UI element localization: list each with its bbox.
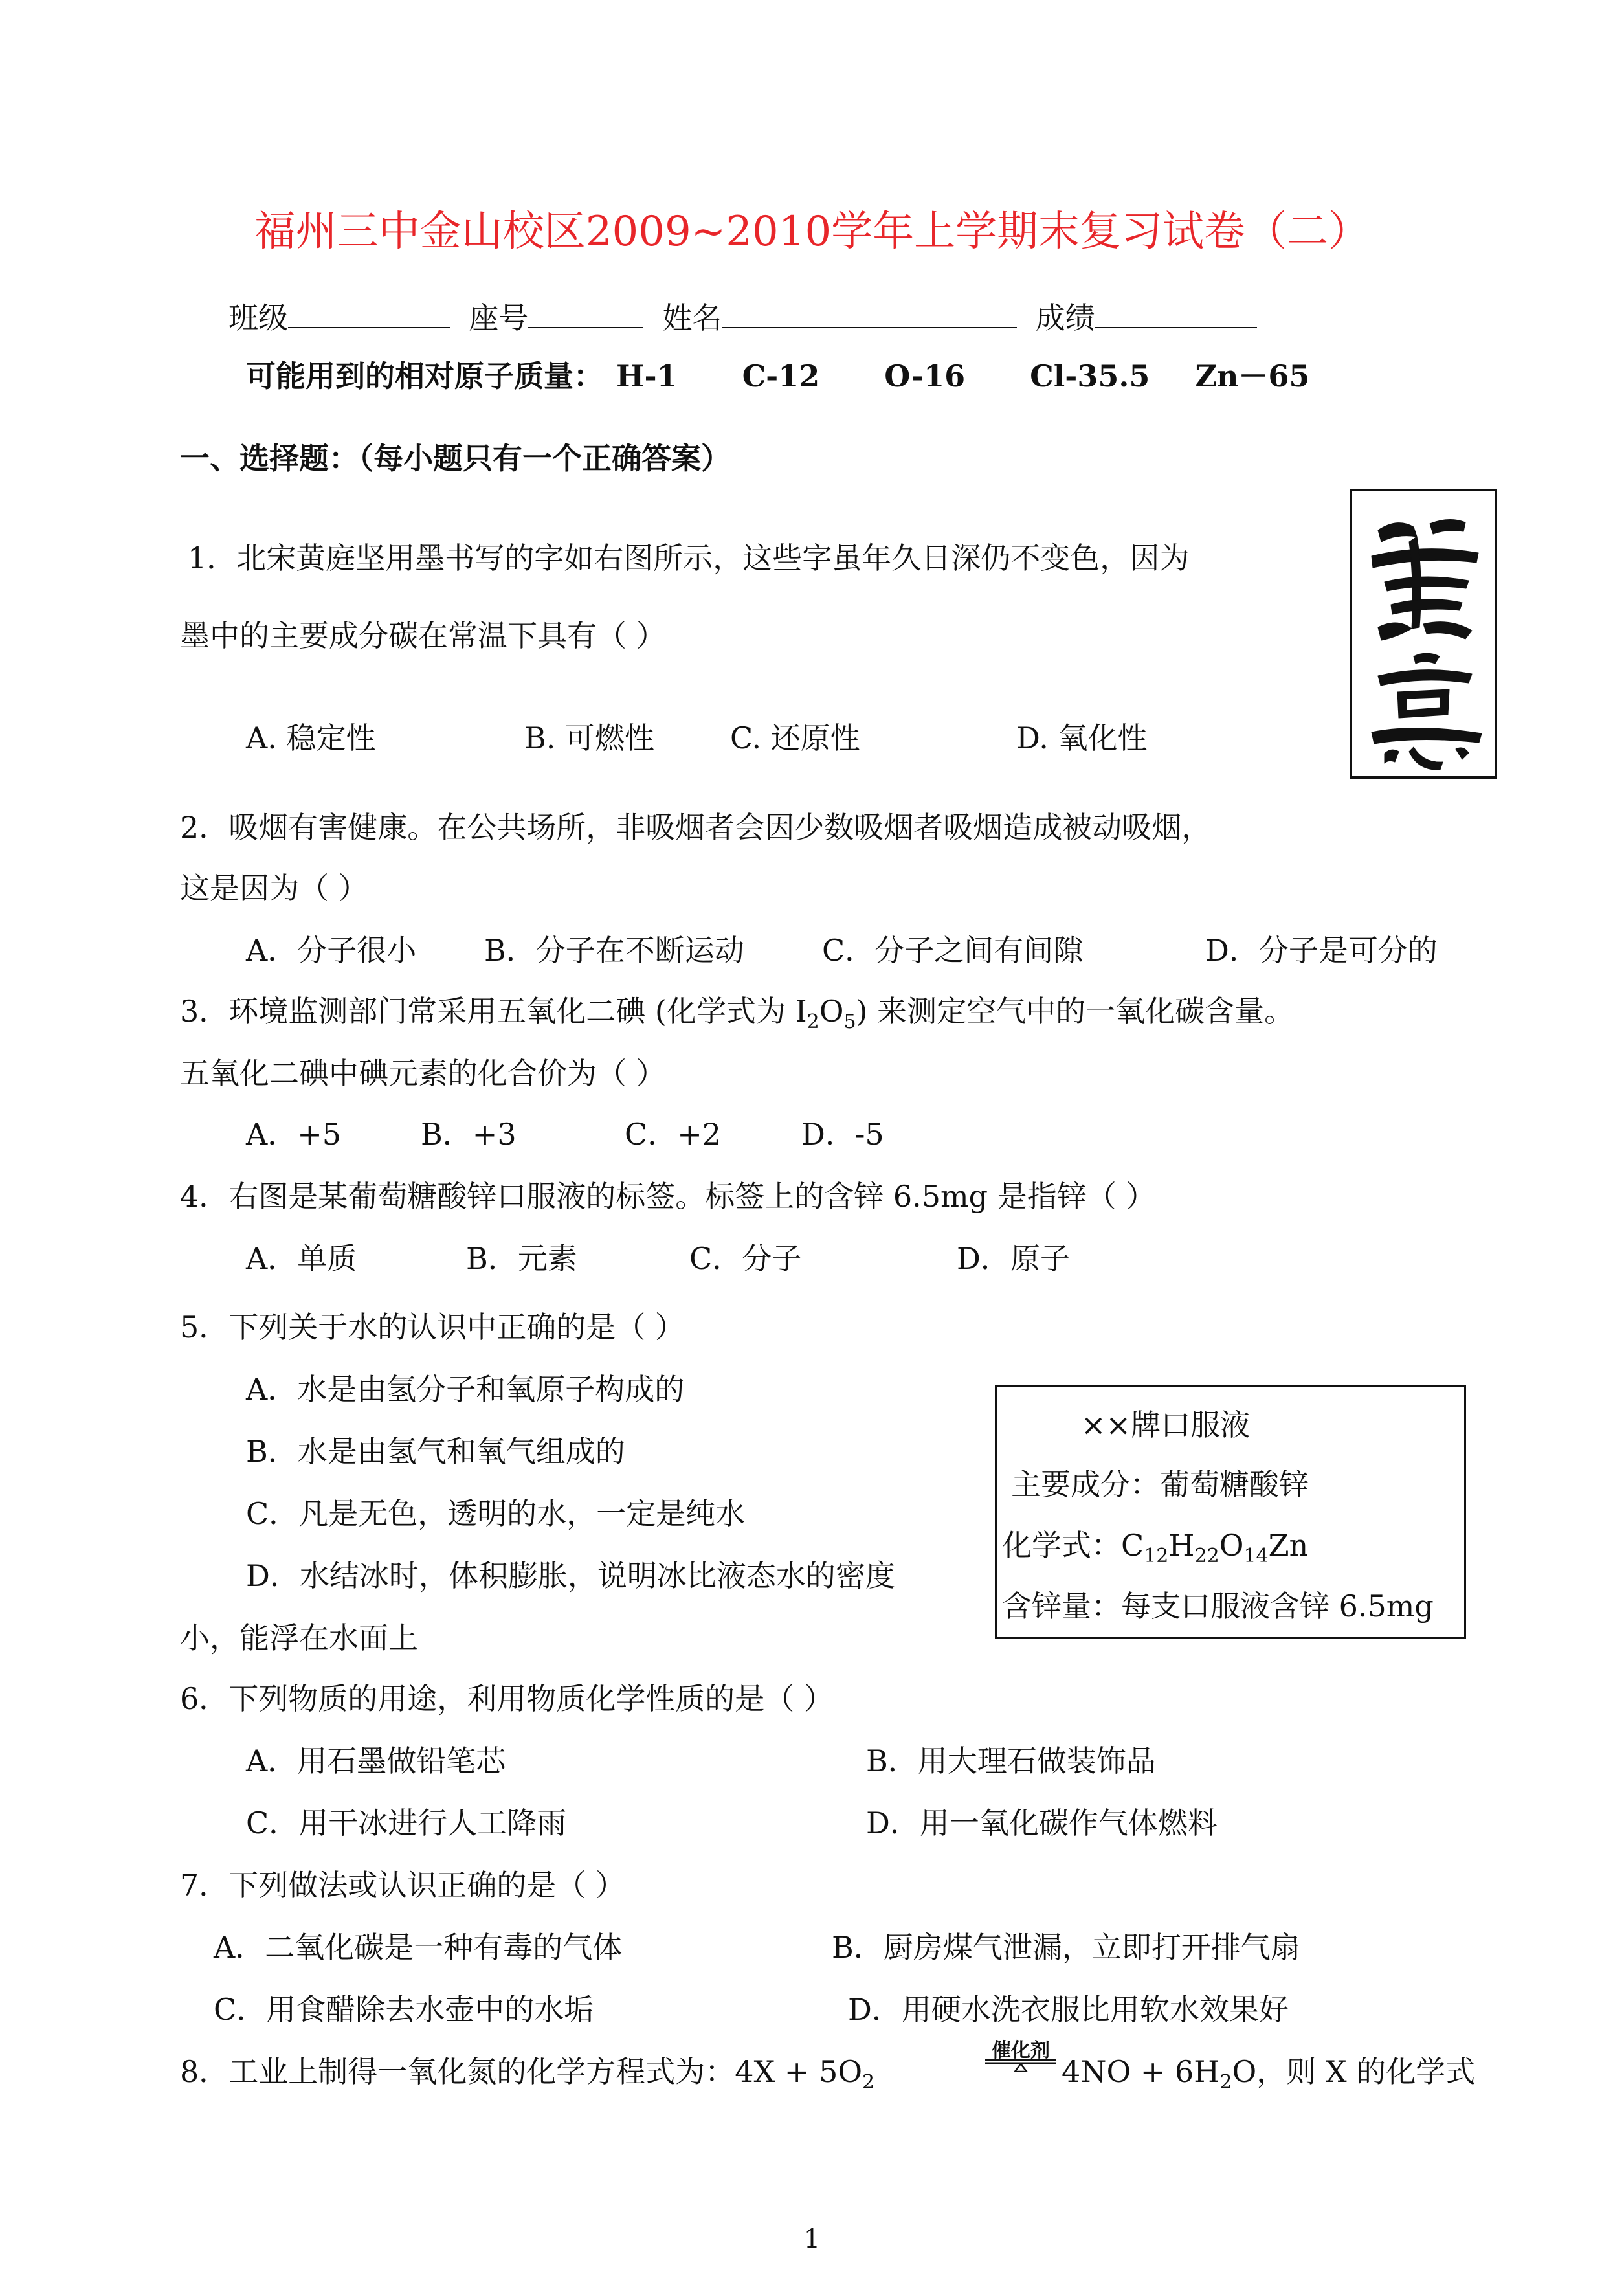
q4-option-d[interactable]: D．原子 [957,1241,1070,1276]
q4-option-b[interactable]: B．元素 [466,1241,577,1276]
student-info-line [228,295,1257,337]
seat-label: 座号 [469,300,529,335]
label-title: ××牌口服液 [1081,1407,1251,1442]
q7-option-c[interactable]: C．用食醋除去水壶中的水垢 [214,1992,594,2027]
q2-line1: 2．吸烟有害健康。在公共场所，非吸烟者会因少数吸烟者吸烟造成被动吸烟， [180,810,1212,845]
calligraphy-image-icon [1352,491,1495,776]
q2-line2: 这是因为（ ） [180,871,368,906]
q3-option-b[interactable]: B．+3 [421,1117,517,1152]
catalyst-triangle-icon [983,2037,1059,2072]
page-title: 福州三中金山校区2009~2010学年上学期末复习试卷（二） [254,208,1370,256]
q3-line1-text: ) 来测定空气中的一氧化碳含量。 [856,994,1295,1029]
q3-option-c[interactable]: C．+2 [625,1117,722,1152]
q8-line1-left [180,2052,875,2094]
q1-line2: 墨中的主要成分碳在常温下具有（ ） [180,618,666,653]
q2-option-a[interactable]: A．分子很小 [246,933,417,968]
q4-line1: 4．右图是某葡萄糖酸锌口服液的标签。标签上的含锌 6.5mg 是指锌（ ） [180,1179,1156,1214]
atomic-mass-line [246,353,1309,396]
score-field[interactable] [1095,297,1257,328]
q7-option-a[interactable]: A．二氧化碳是一种有毒的气体 [214,1930,623,1965]
q3-line1 [180,992,1294,1031]
q5-option-b[interactable]: B．水是由氢气和氧气组成的 [246,1434,625,1469]
q8-subscript: 2 [1219,2071,1232,2094]
q2-option-d[interactable]: D．分子是可分的 [1205,933,1438,968]
atomic-mass-item: C-12 [742,359,820,394]
atomic-mass-item: Cl-35.5 [1030,359,1150,394]
q8-line1-right [1062,2052,1476,2094]
q3-line1-text: O [819,994,844,1029]
q5-option-c[interactable]: C．凡是无色，透明的水，一定是纯水 [246,1496,746,1531]
q3-subscript: 5 [843,1011,856,1033]
q7-option-b[interactable]: B．厨房煤气泄漏，立即打开排气扇 [832,1930,1300,1965]
q6-option-d[interactable]: D．用一氧化碳作气体燃料 [866,1806,1218,1840]
q7-line1: 7．下列做法或认识正确的是（ ） [180,1868,625,1903]
q8-text: 8．工业上制得一氧化氮的化学方程式为：4X + 5O [180,2054,863,2089]
q6-option-b[interactable]: B．用大理石做装饰品 [866,1743,1156,1778]
q3-line2: 五氧化二碘中碘元素的化合价为（ ） [180,1056,666,1091]
label-formula-text: H [1168,1528,1195,1563]
atomic-mass-label: 可能用到的相对原子质量： [246,359,603,394]
q4-option-a[interactable]: A．单质 [246,1241,357,1276]
label-zinc-content: 含锌量：每支口服液含锌 6.5mg [1002,1589,1434,1624]
q4-option-c[interactable]: C．分子 [689,1241,802,1276]
q8-subscript: 2 [862,2071,875,2094]
oral-liquid-label [995,1385,1466,1639]
q1-line1: 1．北宋黄庭坚用墨书写的字如右图所示，这些字虽年久日深仍不变色，因为 [188,541,1190,576]
section-heading: 一、选择题：（每小题只有一个正确答案） [180,441,731,476]
q8-text: O，则 X 的化学式 [1232,2054,1476,2089]
q6-option-a[interactable]: A．用石墨做铅笔芯 [246,1743,506,1778]
q3-subscript: 2 [806,1011,819,1033]
label-subscript: 22 [1194,1545,1219,1567]
class-field[interactable] [288,297,450,328]
label-subscript: 14 [1243,1545,1269,1567]
calligraphy-image [1350,489,1497,779]
q3-option-a[interactable]: A．+5 [246,1117,342,1152]
q5-option-a[interactable]: A．水是由氢分子和氧原子构成的 [246,1372,685,1407]
q5-line1: 5．下列关于水的认识中正确的是（ ） [180,1310,685,1345]
class-label: 班级 [228,300,288,335]
page-number: 1 [803,2224,821,2254]
q5-option-d-continued: 小，能浮在水面上 [180,1620,418,1655]
q5-option-d[interactable]: D．水结冰时，体积膨胀，说明冰比液态水的密度 [246,1558,895,1593]
label-ingredient: 主要成分：葡萄糖酸锌 [1011,1467,1309,1502]
q2-option-c[interactable]: C．分子之间有间隙 [822,933,1084,968]
label-formula-text: O [1219,1528,1244,1563]
score-label: 成绩 [1035,300,1095,335]
q2-option-b[interactable]: B．分子在不断运动 [484,933,744,968]
q1-option-c[interactable]: C. 还原性 [730,721,860,755]
q1-option-a[interactable]: A. 稳定性 [246,721,376,755]
q6-line1: 6．下列物质的用途，利用物质化学性质的是（ ） [180,1681,834,1716]
q1-option-d[interactable]: D. 氧化性 [1016,721,1148,755]
atomic-mass-item: Zn－65 [1195,359,1310,394]
q7-option-d[interactable]: D．用硬水洗衣服比用软水效果好 [848,1992,1289,2027]
catalyst-label: 催化剂 [992,2039,1050,2062]
atomic-mass-item: H-1 [616,359,678,394]
name-field[interactable] [722,297,1017,328]
catalyst-condition [983,2037,1059,2072]
q3-option-d[interactable]: D．-5 [801,1117,884,1152]
q3-line1-text: 3．环境监测部门常采用五氧化二碘 (化学式为 I [180,994,807,1029]
atomic-mass-item: O-16 [884,359,966,394]
label-formula-text: 化学式：C [1002,1528,1144,1563]
label-formula [1002,1522,1308,1565]
name-label: 姓名 [662,300,722,335]
q8-text: 4NO + 6H [1062,2054,1220,2089]
label-formula-text: Zn [1268,1528,1309,1563]
q6-option-c[interactable]: C．用干冰进行人工降雨 [246,1806,567,1840]
label-subscript: 12 [1144,1545,1169,1567]
seat-field[interactable] [528,297,643,328]
q1-option-b[interactable]: B. 可燃性 [524,721,655,755]
